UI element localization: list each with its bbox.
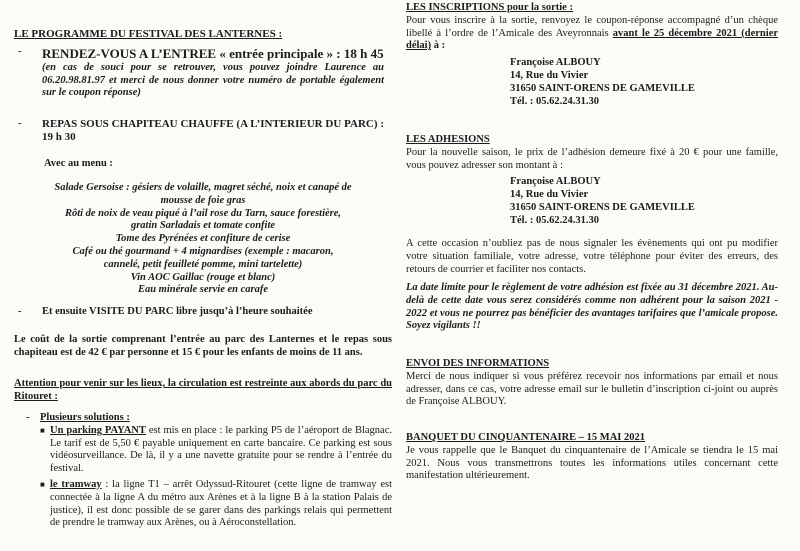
inscriptions-text	[406, 15, 778, 53]
address-name: Françoise ALBOUY	[510, 176, 601, 188]
banquet-text: Je vous rappelle que le Banquet du cinquantenaire de l’Amicale se tiendra le 15 mai 2021. Nous vous transmettrons toutes les informations utiles concernant cette manifestation ultérieurement.	[406, 444, 778, 482]
repas-bullet: -	[18, 118, 22, 129]
menu-line: Salade Gersoise : gésiers de volaille, magret séché, noix et canapé de	[54, 182, 352, 193]
adhesions-address	[510, 176, 778, 227]
visite-text: Et ensuite VISITE DU PARC libre jusqu’à l’heure souhaitée	[42, 306, 313, 317]
tramway-text: : la ligne T1 – arrêt Odyssud-Ritouret (cette ligne de tramway est connectée à la ligne A du métro aux Arènes et à la ligne B à la station Palais de justice), il est donc possible de se garer dans des parkings relais qui permettent de prendre le tramway aux Arènes, ou à Aéroconstellation.	[50, 478, 392, 529]
parking-label: Un parking PAYANT	[50, 424, 146, 436]
tramway-item	[40, 479, 392, 530]
adhesions-section	[406, 134, 778, 228]
solutions-block	[14, 412, 392, 530]
repas-block	[14, 118, 392, 145]
rdv-block	[14, 46, 392, 100]
address-name: Françoise ALBOUY	[510, 57, 601, 69]
square-bullet-icon: ■	[40, 425, 45, 435]
envoi-text: Merci de nous indiquer si vous préférez recevoir nos informations par email et nous adresser, dans ce cas, votre adresse email sur le bulletin d’inscription ci-joint ou auprès de Françoise ALBOUY.	[406, 370, 778, 408]
adhesions-text: Pour la nouvelle saison, le prix de l’adhésion demeure fixé à 20 € pour une famille, vous pouvez adresser son montant à :	[406, 146, 778, 171]
square-bullet-icon: ■	[40, 479, 45, 489]
envoi-title: ENVOI DES INFORMATIONS	[406, 358, 550, 369]
menu-line: Vin AOC Gaillac (rouge et blanc)	[130, 271, 276, 283]
solutions-heading: Plusieurs solutions :	[40, 412, 130, 423]
tramway-label: le tramway	[50, 478, 102, 490]
programme-title: LE PROGRAMME DU FESTIVAL DES LANTERNES :	[14, 28, 283, 40]
address-city: 31650 SAINT-ORENS DE GAMEVILLE	[510, 82, 695, 94]
inscriptions-tail: à :	[431, 40, 446, 52]
menu-line: Tome des Pyrénées et confiture de cerise	[115, 233, 291, 245]
parking-text: est mis en place : le parking P5 de l’aéroport de Blagnac. Le tarif est de 5,50 € payable uniquement en carte bancaire. Ce parking est sous vidéosurveillance. De là, il y a une navette gratuite pour se rendre à l’entrée du festival.	[50, 424, 392, 475]
menu-list	[14, 182, 392, 297]
menu-line: Café ou thé gourmand + 4 mignardises (exemple : macaron,	[72, 245, 334, 257]
menu-line: Eau minérale servie en carafe	[137, 284, 269, 296]
rdv-note: (en cas de souci pour se retrouver, vous pouvez joindre Laurence au 06.20.98.81.97 et merci de nous donner votre numéro de portable également sur le coupon réponse)	[42, 61, 384, 99]
menu-line: gratin Sarladais et tomate confite	[130, 220, 276, 232]
attention-text: Attention pour venir sur les lieux, la circulation est restreinte aux abords du parc du Ritouret :	[14, 378, 392, 402]
adhesions-occasion: A cette occasion n’oubliez pas de nous signaler les évènements qui ont pu modifier votre situation familiale, votre adresse, votre téléphone pour éviter des erreurs, des retours de courrier et faciliter nos contacts.	[406, 238, 778, 275]
inscriptions-body: Pour vous inscrire à la sortie, renvoyez le coupon-réponse accompagné d’un chèque libellé à l’ordre de l’Amicale des Aveyronnais	[406, 14, 778, 39]
repas-heading: REPAS SOUS CHAPITEAU CHAUFFE (A L’INTERIEUR DU PARC) : 19 h 30	[42, 118, 384, 144]
inscriptions-title: LES INSCRIPTIONS pour la sortie :	[406, 2, 573, 13]
address-city: 31650 SAINT-ORENS DE GAMEVILLE	[510, 201, 695, 213]
visite-block	[14, 306, 392, 319]
envoi-section	[406, 358, 778, 409]
cout-text: Le coût de la sortie comprenant l’entrée au parc des Lanternes et le repas sous chapiteau est de 42 € par personne et 15 € pour les enfants de moins de 11 ans.	[14, 334, 392, 358]
rdv-bullet: -	[18, 46, 22, 57]
parking-item	[40, 425, 392, 476]
address-street: 14, Rue du Vivier	[510, 69, 589, 81]
banquet-title: BANQUET DU CINQUANTENAIRE – 15 MAI 2021	[406, 432, 645, 443]
menu-line: mousse de foie gras	[160, 194, 246, 206]
address-phone: Tél. : 05.62.24.31.30	[510, 214, 599, 226]
menu-line: Rôti de noix de veau piqué à l’ail rose du Tarn, sauce forestière,	[64, 207, 342, 219]
solutions-bullet: -	[26, 412, 30, 423]
visite-bullet: -	[18, 306, 22, 317]
address-phone: Tél. : 05.62.24.31.30	[510, 95, 599, 107]
address-street: 14, Rue du Vivier	[510, 189, 589, 201]
adhesions-limite: La date limite pour le règlement de votre adhésion est fixée au 31 décembre 2021. Au-delà de cette date vous serez considérés comme non adhérent pour la saison 2021 - 2022 et vous ne pourrez pas bénéficier des avantages tarifaires que l’amicale propose. Soyez vigilants !!	[406, 282, 778, 332]
inscriptions-address	[510, 57, 778, 108]
rdv-heading: RENDEZ-VOUS A L’ENTREE « entrée principale » : 18 h 45	[42, 46, 384, 61]
inscriptions-section	[406, 2, 778, 108]
inscriptions-deadline: avant le 25 décembre 2021 (dernier délai)	[406, 27, 779, 52]
banquet-section	[406, 432, 778, 483]
menu-line: cannelé, petit feuilleté pomme, mini tartelette)	[103, 258, 303, 270]
adhesions-title: LES ADHESIONS	[406, 134, 490, 145]
menu-intro: Avec au menu :	[44, 158, 113, 169]
